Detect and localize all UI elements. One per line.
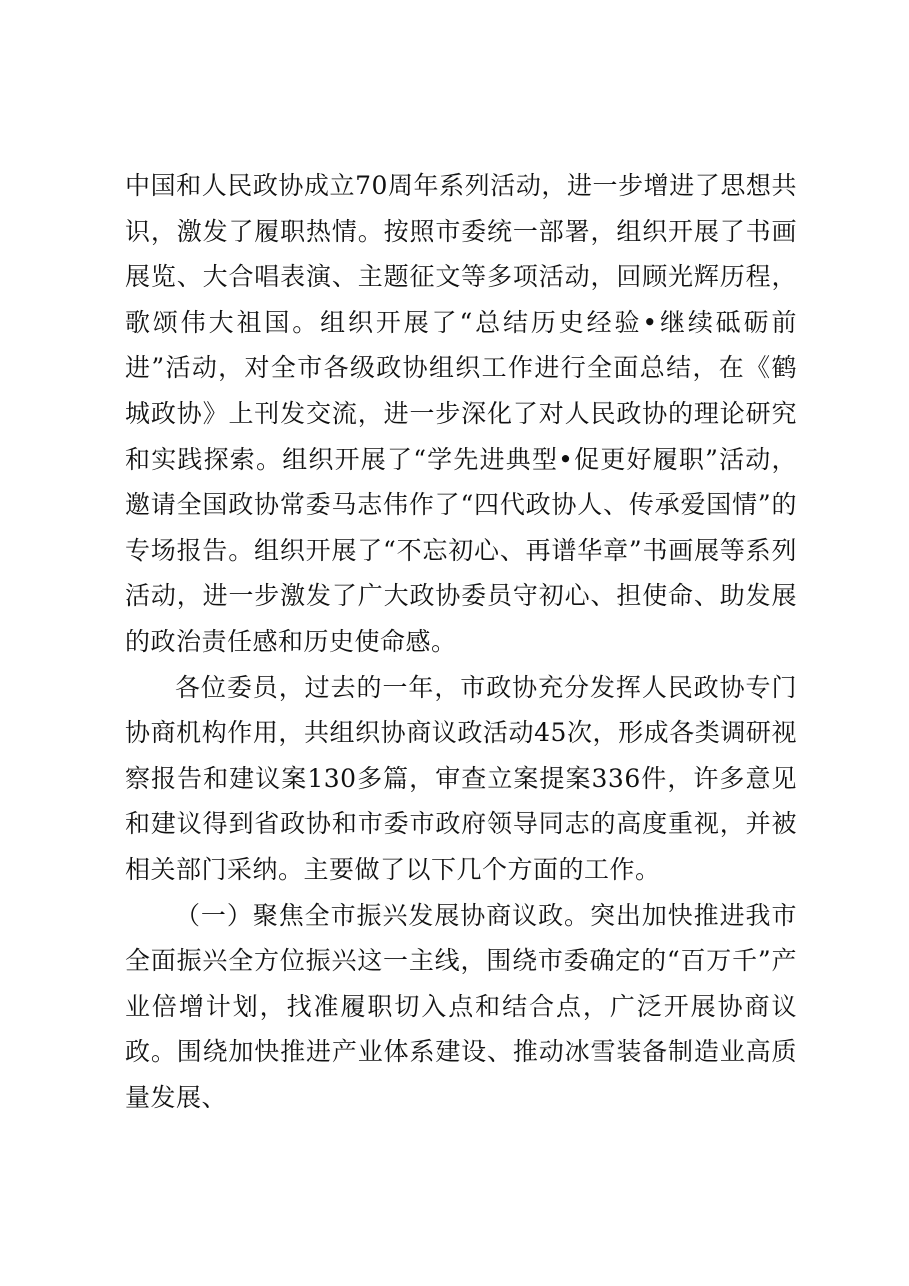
paragraph-1: 中国和人民政协成立70周年系列活动，进一步增进了思想共识，激发了履职热情。按照市委统一部署，组织开展了书画展览、大合唱表演、主题征文等多项活动，回顾光辉历程，歌颂伟大祖国。组织开展了“总结历史经验•继续砥砺前进”活动，对全市各级政协组织工作进行全面总结，在《鹤城政协》上刊发交流，进一步深化了对人民政协的理论研究和实践探索。组织开展了“学先进典型•促更好履职”活动，邀请全国政协常委马志伟作了“四代政协人、传承爱国情”的专场报告。组织开展了“不忘初心、再谱华章”书画展等系列活动，进一步激发了广大政协委员守初心、担使命、助发展的政治责任感和历史使命感。 bbox=[125, 171, 797, 656]
paragraph-3: （一）聚焦全市振兴发展协商议政。突出加快推进我市全面振兴全方位振兴这一主线，围绕市委确定的“百万千”产业倍增计划，找准履职切入点和结合点，广泛开展协商议政。围绕加快推进产业体系建设、推动冰雪装备制造业高质量发展、 bbox=[125, 900, 797, 1112]
paragraph-2: 各位委员，过去的一年，市政协充分发挥人民政协专门协商机构作用，共组织协商议政活动45次，形成各类调研视察报告和建议案130多篇，审查立案提案336件，许多意见和建议得到省政协和市委市政府领导同志的高度重视，并被相关部门采纳。主要做了以下几个方面的工作。 bbox=[125, 672, 797, 884]
body-text bbox=[125, 163, 797, 1120]
